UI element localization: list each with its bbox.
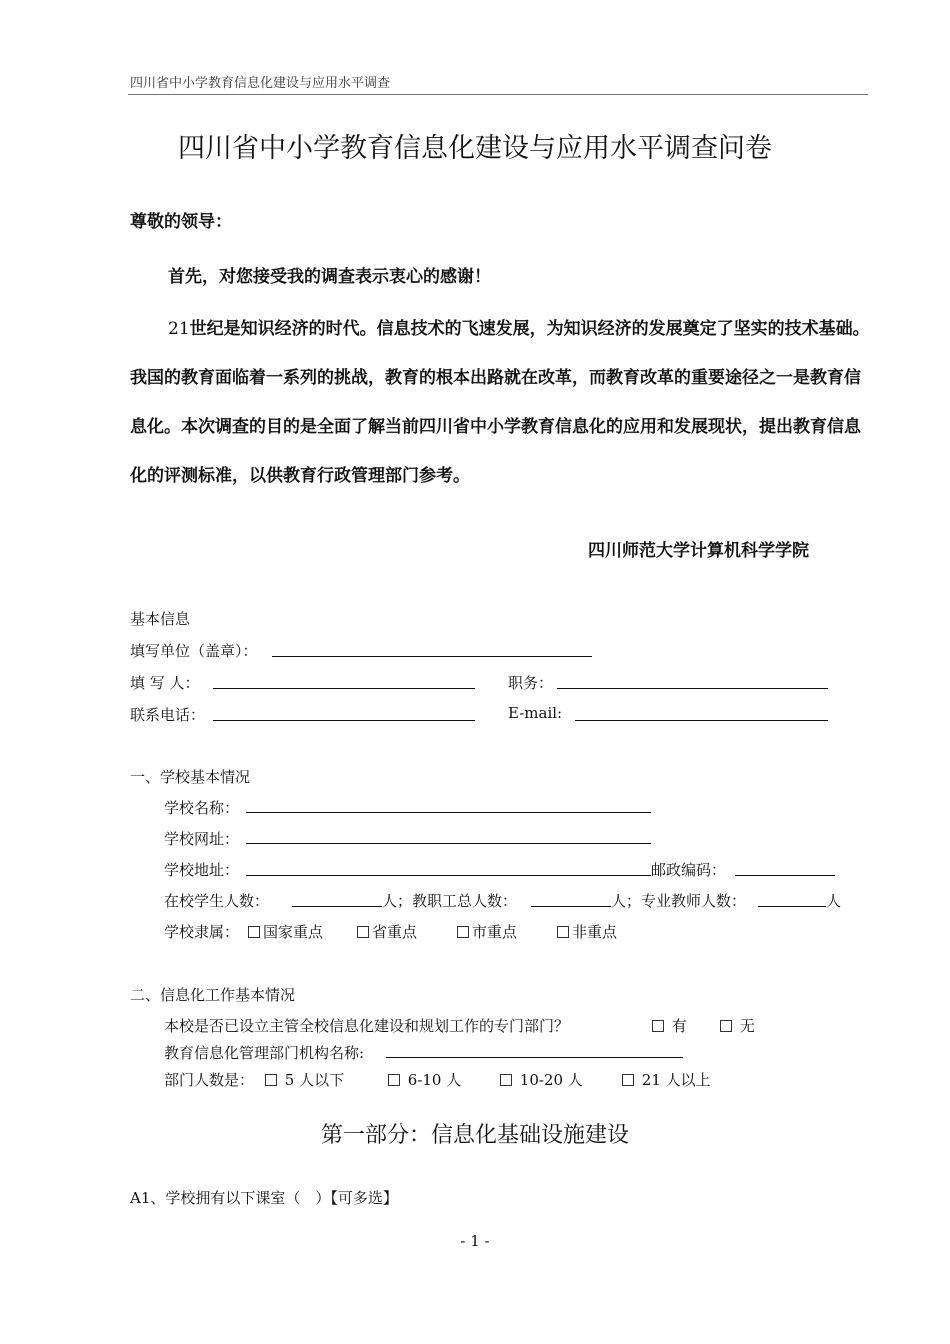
school-website-field[interactable] [246, 843, 651, 844]
students-label: 在校学生人数： [164, 892, 270, 910]
intro-paragraph [130, 305, 870, 501]
students-unit: 人 [382, 892, 398, 910]
checkbox-icon[interactable] [248, 926, 260, 938]
phone-field[interactable] [213, 720, 475, 721]
filler-field[interactable] [213, 688, 475, 689]
teachers-unit: 人 [826, 892, 842, 910]
staff-count-option-3[interactable]: 10-20 人 [500, 1069, 583, 1090]
staff-count-option-2[interactable]: 6-10 人 [388, 1069, 461, 1090]
basic-info-heading: 基本信息 [130, 610, 191, 628]
checkbox-icon[interactable] [457, 926, 469, 938]
affiliation-label: 学校隶属： [164, 923, 240, 941]
school-heading: 一、学校基本情况 [130, 768, 251, 786]
org-name-field[interactable] [386, 1057, 683, 1058]
phone-label: 联系电话： [130, 706, 206, 724]
page-title: 四川省中小学教育信息化建设与应用水平调查问卷 [178, 133, 772, 164]
intro-text: 世纪是知识经济的时代。信息技术的飞速发展，为知识经济的发展奠定了坚实的技术基础。我国的教育面临着一系列的挑战，教育的根本出路就在改革，而教育改革的重要途径之一是教育信息化。本次调查的目的是全面了解当前四川省中小学教育信息化的应用和发展现状，提出教育信息化的评测标准，以供教育行政管理部门参考。 [130, 319, 870, 486]
teachers-label: ；专业教师人数： [626, 892, 747, 910]
school-address-label: 学校地址： [164, 861, 240, 879]
school-address-field[interactable] [246, 875, 651, 876]
checkbox-icon[interactable] [720, 1020, 732, 1032]
school-name-field[interactable] [246, 812, 651, 813]
postcode-field[interactable] [735, 875, 835, 876]
checkbox-icon[interactable] [357, 926, 369, 938]
dept-question: 本校是否已设立主管全校信息化建设和规划工作的专门部门？ [164, 1017, 570, 1035]
staff-count-option-4[interactable]: 21 人以上 [622, 1069, 711, 1090]
thanks-line: 首先，对您接受我的调查表示衷心的感谢！ [168, 267, 491, 287]
position-label: 职务： [508, 674, 554, 692]
page-number: - 1 - [460, 1232, 490, 1250]
email-label: E-mail: [508, 704, 563, 722]
affiliation-option-national[interactable]: 国家重点 [248, 921, 323, 942]
unit-label: 填写单位（盖章）： [130, 642, 258, 660]
staff-count-label: 部门人数是： [164, 1071, 255, 1089]
checkbox-icon[interactable] [265, 1074, 277, 1086]
staff-field[interactable] [531, 906, 611, 907]
org-name-label: 教育信息化管理部门机构名称: [164, 1044, 365, 1062]
it-work-heading: 二、信息化工作基本情况 [130, 986, 296, 1004]
students-field[interactable] [292, 906, 382, 907]
affiliation-option-none[interactable]: 非重点 [557, 921, 617, 942]
signature: 四川师范大学计算机科学学院 [588, 541, 809, 561]
filler-label: 填 写 人： [130, 674, 200, 692]
school-website-label: 学校网址： [164, 830, 240, 848]
dept-no-option[interactable]: 无 [720, 1015, 755, 1036]
checkbox-icon[interactable] [388, 1074, 400, 1086]
staff-label: ；教职工总人数： [397, 892, 518, 910]
dept-yes-option[interactable]: 有 [652, 1015, 687, 1036]
checkbox-icon[interactable] [557, 926, 569, 938]
header-divider [128, 94, 868, 95]
checkbox-icon[interactable] [622, 1074, 634, 1086]
postcode-label: 邮政编码： [651, 861, 727, 879]
affiliation-option-city[interactable]: 市重点 [457, 921, 517, 942]
question-a1: A1、学校拥有以下课室（ ）【可多选】 [130, 1189, 398, 1207]
part1-heading: 第一部分：信息化基础设施建设 [320, 1123, 629, 1148]
intro-number: 21 [168, 319, 190, 339]
staff-count-option-1[interactable]: 5 人以下 [265, 1069, 344, 1090]
school-name-label: 学校名称： [164, 799, 240, 817]
running-header: 四川省中小学教育信息化建设与应用水平调查 [130, 76, 391, 91]
affiliation-option-provincial[interactable]: 省重点 [357, 921, 417, 942]
unit-field[interactable] [272, 656, 592, 657]
position-field[interactable] [557, 688, 828, 689]
checkbox-icon[interactable] [500, 1074, 512, 1086]
checkbox-icon[interactable] [652, 1020, 664, 1032]
teachers-field[interactable] [758, 906, 826, 907]
staff-unit: 人 [611, 892, 627, 910]
salutation: 尊敬的领导： [130, 212, 232, 232]
email-field[interactable] [575, 720, 828, 721]
